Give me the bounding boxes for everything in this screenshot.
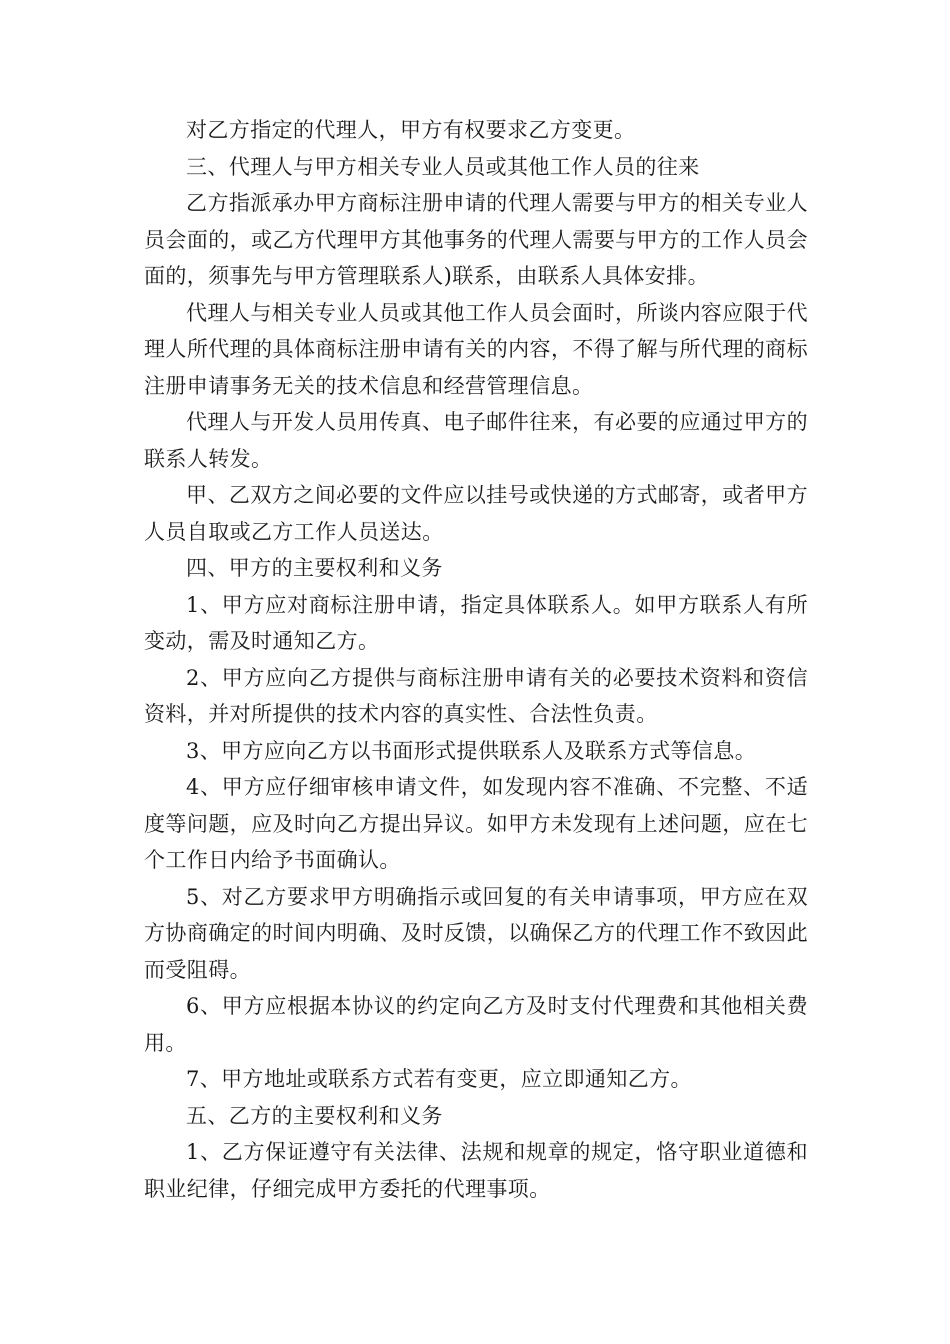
paragraph: 代理人与相关专业人员或其他工作人员会面时，所谈内容应限于代理人所代理的具体商标注册申请有关的内容，不得了解与所代理的商标注册申请事务无关的技术信息和经营管理信息。	[144, 300, 808, 398]
document-body	[144, 112, 808, 1207]
section-heading: 四、甲方的主要权利和义务	[186, 556, 443, 580]
list-item: 4、甲方应仔细审核申请文件，如发现内容不准确、不完整、不适度等问题，应及时向乙方提出异议。如甲方未发现有上述问题，应在七个工作日内给予书面确认。	[144, 775, 808, 872]
list-item: 2、甲方应向乙方提供与商标注册申请有关的必要技术资料和资信资料，并对所提供的技术内容的真实性、合法性负责。	[144, 665, 808, 726]
paragraph: 对乙方指定的代理人，甲方有权要求乙方变更。	[186, 118, 636, 142]
section-heading: 三、代理人与甲方相关专业人员或其他工作人员的往来	[186, 154, 700, 179]
list-item: 1、乙方保证遵守有关法律、法规和规章的规定，恪守职业道德和职业纪律，仔细完成甲方委托的代理事项。	[144, 1140, 808, 1201]
list-item: 3、甲方应向乙方以书面形式提供联系人及联系方式等信息。	[186, 738, 757, 763]
paragraph: 甲、乙双方之间必要的文件应以挂号或快递的方式邮寄，或者甲方人员自取或乙方工作人员送达。	[144, 483, 808, 544]
list-item: 7、甲方地址或联系方式若有变更，应立即通知乙方。	[186, 1067, 692, 1091]
list-item: 5、对乙方要求甲方明确指示或回复的有关申请事项，甲方应在双方协商确定的时间内明确、及时反馈，以确保乙方的代理工作不致因此而受阻碍。	[144, 884, 808, 982]
list-item: 6、甲方应根据本协议的约定向乙方及时支付代理费和其他相关费用。	[144, 994, 808, 1055]
paragraph: 代理人与开发人员用传真、电子邮件往来，有必要的应通过甲方的联系人转发。	[144, 410, 808, 471]
section-heading: 五、乙方的主要权利和义务	[186, 1103, 443, 1128]
paragraph: 乙方指派承办甲方商标注册申请的代理人需要与甲方的相关专业人员会面的，或乙方代理甲方其他事务的代理人需要与甲方的工作人员会面的，须事先与甲方管理联系人)联系，由联系人具体安排。	[144, 191, 808, 288]
list-item: 1、甲方应对商标注册申请，指定具体联系人。如甲方联系人有所变动，需及时通知乙方。	[144, 592, 808, 653]
